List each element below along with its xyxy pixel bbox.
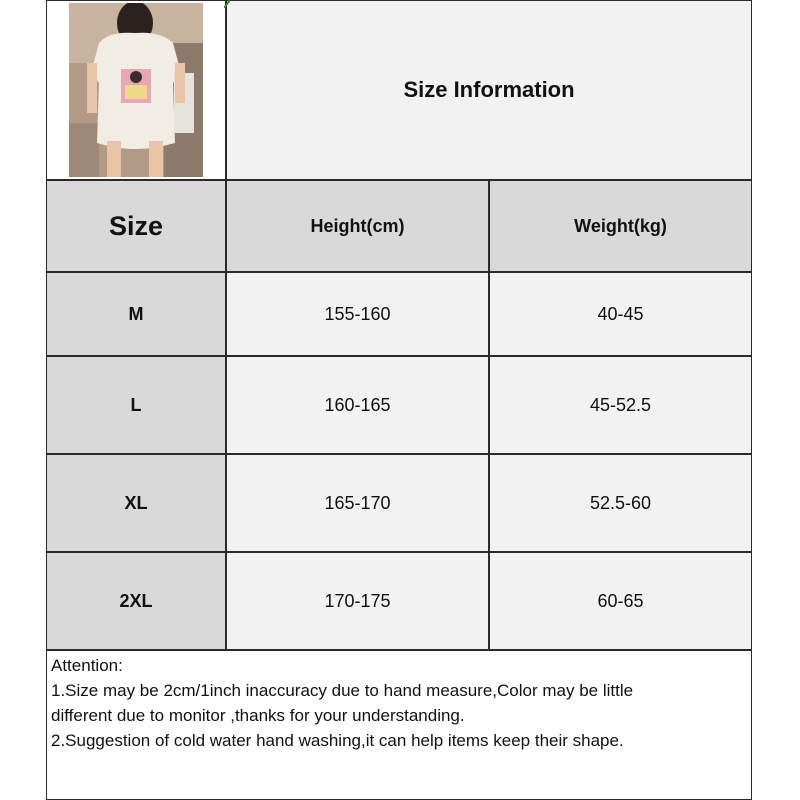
product-photo: [69, 3, 203, 177]
height-cell: 170-175: [226, 552, 489, 650]
notes-line: 1.Size may be 2cm/1inch inaccuracy due to hand measure,Color may be little: [51, 681, 634, 700]
notes-line: different due to monitor ,thanks for your understanding.: [51, 706, 465, 725]
weight-cell: 60-65: [489, 552, 752, 650]
size-cell: L: [46, 356, 226, 454]
weight-cell: 40-45: [489, 272, 752, 356]
attention-notes: [46, 650, 752, 800]
notes-line: 2.Suggestion of cold water hand washing,it can help items keep their shape.: [51, 731, 624, 750]
size-cell: 2XL: [46, 552, 226, 650]
height-cell: 165-170: [226, 454, 489, 552]
product-photo-cell: [46, 0, 226, 180]
weight-cell: 52.5-60: [489, 454, 752, 552]
header-size: Size: [46, 180, 226, 272]
size-chart: [46, 0, 752, 800]
notes-heading: Attention:: [51, 656, 123, 675]
corner-mark-icon: [224, 0, 230, 8]
height-cell: 155-160: [226, 272, 489, 356]
weight-cell: 45-52.5: [489, 356, 752, 454]
header-weight: Weight(kg): [489, 180, 752, 272]
height-cell: 160-165: [226, 356, 489, 454]
size-cell: M: [46, 272, 226, 356]
header-height: Height(cm): [226, 180, 489, 272]
size-cell: XL: [46, 454, 226, 552]
page-title: Size Information: [226, 0, 752, 180]
